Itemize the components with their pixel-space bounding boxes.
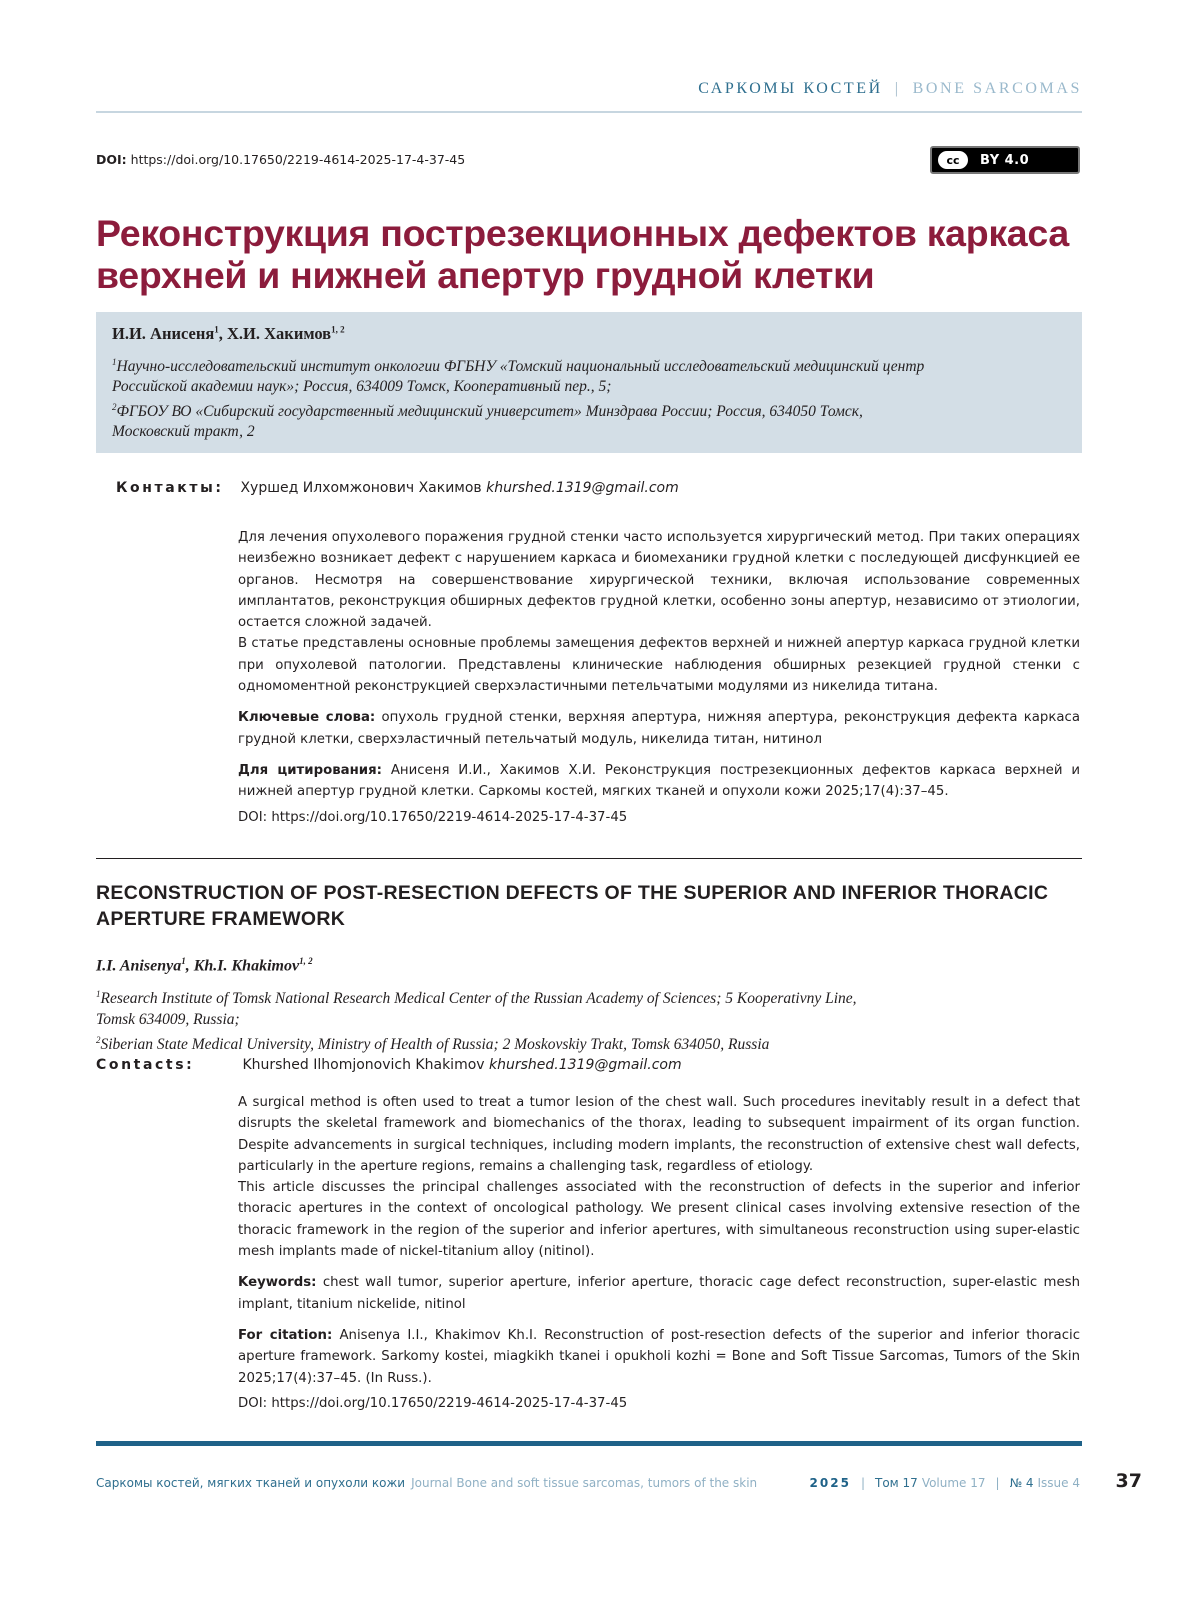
affiliation-line <box>112 352 1066 377</box>
abstract-en-paragraph-1: A surgical method is often used to treat a tumor lesion of the chest wall. Such procedures inevitably result in a defect that disrupts the skeletal framework and biomechanics of the thorax, leading to subsequent impairment of its organ function. Despite advancements in surgical techniques, including modern implants, the reconstruction of extensive chest wall defects, particularly in the aperture regions, remains a challenging task, regardless of etiology. <box>238 1095 1080 1174</box>
affiliation-text: Московский тракт, 2 <box>112 423 255 441</box>
affiliation-text: Российской академии наук»; Россия, 634009 Томск, Кооперативный пер., 5; <box>112 378 612 396</box>
citation-ru <box>238 760 1080 803</box>
citation-en-label: For citation: <box>238 1327 333 1343</box>
footer-sep: | <box>995 1476 1000 1490</box>
citation-en-text: Anisenya I.I., Khakimov Kh.I. Reconstruction of post-resection defects of the superior and inferior thoracic aperture framework. Sarkomy kostei, miagkikh tkanei i opukholi kozhi = Bone and Soft Tissue Sarcomas, Tumors of the Skin 2025;17(4):37–45. (In Russ.). <box>238 1327 1081 1386</box>
keywords-ru-label: Ключевые слова: <box>238 710 376 726</box>
footer-issue-info <box>810 1476 1080 1490</box>
footer-volume-en: Volume 17 <box>921 1476 986 1490</box>
citation-ru-text: Анисеня И.И., Хакимов Х.И. Реконструкция пострезекционных дефектов каркаса верхней и нижней апертур грудной клетки. Саркомы костей, мягких тканей и опухоли кожи 2025;17(4):37–45. <box>238 762 1080 800</box>
footer-issue-ru: № 4 <box>1009 1476 1034 1490</box>
doi-label: DOI: <box>96 152 127 167</box>
citation-en <box>238 1325 1080 1389</box>
author-2-en: Kh.I. Khakimov <box>193 957 300 975</box>
footer-journal-ru: Саркомы костей, мягких тканей и опухоли кожи <box>96 1476 406 1490</box>
doi-link[interactable]: https://doi.org/10.17650/2219-4614-2025-17-4-37-45 <box>130 152 466 167</box>
section-divider <box>96 858 1082 859</box>
cc-license-text: BY 4.0 <box>980 152 1030 168</box>
affiliations-en <box>96 984 996 1055</box>
article-title-en: RECONSTRUCTION OF POST-RESECTION DEFECTS OF THE SUPERIOR AND INFERIOR THORACIC APERTURE FRAMEWORK <box>96 882 1049 930</box>
author-1-en-sup: 1 <box>181 956 186 966</box>
affiliation-line <box>96 1030 996 1055</box>
abstract-ru-paragraph-2: В статье представлены основные проблемы замещения дефектов верхней и нижней апертур каркаса грудной клетки при опухолевой патологии. Представлены клинические наблюдения обширных резекцией грудной стенки с одномоментной реконструкцией сверхэластичными петельчатыми модулями из никелида титана. <box>238 636 1080 695</box>
footer-issue-en: Issue 4 <box>1037 1476 1080 1490</box>
affiliation-line <box>96 1009 996 1030</box>
affiliation-line <box>112 397 1066 422</box>
authors-ru-sep: , <box>218 324 228 343</box>
affiliation-text: Tomsk 634009, Russia; <box>96 1011 240 1029</box>
contacts-label-ru: Контакты: <box>116 480 224 496</box>
authors-en-sep: , <box>185 957 194 975</box>
affiliation-text: Siberian State Medical University, Ministry of Health of Russia; 2 Moskovskiy Trakt, Tomsk 634050, Russia <box>100 1036 770 1054</box>
author-2-ru-sup: 1, 2 <box>331 324 345 335</box>
author-1-ru: И.И. Анисеня <box>112 324 215 343</box>
affiliation-text: Научно-исследовательский институт онкологии ФГБНУ «Томский национальный исследовательский медицинский центр <box>116 358 925 376</box>
doi-ru[interactable]: DOI: https://doi.org/10.17650/2219-4614-2025-17-4-37-45 <box>238 809 628 825</box>
cc-license-badge[interactable] <box>930 146 1080 174</box>
affiliation-text: ФГБОУ ВО «Сибирский государственный медицинский университет» Минздрава России; Россия, 634050 Томск, <box>116 403 863 421</box>
doi-top <box>96 152 465 167</box>
cc-icon: cc <box>936 149 970 171</box>
affiliation-sup: 2 <box>96 1035 101 1046</box>
authors-en <box>96 956 313 975</box>
affiliation-line <box>112 377 1066 397</box>
running-head-separator: | <box>894 80 901 97</box>
affiliation-text: Research Institute of Tomsk National Research Medical Center of the Russian Academy of Sciences; 5 Kooperativny Line, <box>100 990 857 1008</box>
abstract-en <box>238 1092 1080 1414</box>
keywords-en-label: Keywords: <box>238 1275 317 1291</box>
footer-sep: | <box>860 1476 865 1490</box>
authors-ru <box>112 324 1066 344</box>
contacts-label-en: Contacts: <box>96 1057 195 1073</box>
contact-name-ru: Хуршед Илхомжонович Хакимов <box>240 480 482 496</box>
keywords-en-text: chest wall tumor, superior aperture, inferior aperture, thoracic cage defect reconstruction, super-elastic mesh implant, titanium nickelide, nitinol <box>238 1275 1080 1312</box>
header-divider <box>96 111 1082 113</box>
affiliation-sup: 2 <box>112 402 117 413</box>
affiliation-line <box>96 984 996 1009</box>
keywords-ru-text: опухоль грудной стенки, верхняя апертура, нижняя апертура, реконструкция дефекта каркаса грудной клетки, сверхэластичный петельчатый модуль, никелида титан, нитинол <box>238 710 1080 747</box>
footer-divider <box>96 1441 1082 1446</box>
contact-email-ru[interactable]: khurshed.1319@gmail.com <box>486 480 679 496</box>
footer-journal-en: Journal Bone and soft tissue sarcomas, tumors of the skin <box>411 1476 758 1490</box>
keywords-ru <box>238 707 1080 750</box>
contacts-en <box>96 1057 682 1073</box>
running-head <box>698 80 1082 98</box>
article-title-ru: Реконструкция пострезекционных дефектов каркаса верхней и нижней апертур грудной клетки <box>96 212 1069 296</box>
abstract-ru <box>238 527 1080 828</box>
affiliation-sup: 1 <box>112 357 117 367</box>
abstract-ru-paragraph-1: Для лечения опухолевого поражения грудной стенки часто используется хирургический метод. При таких операциях неизбежно возникает дефект с нарушением каркаса и биомеханики грудной клетки с последующей дисфункцией ее органов. Несмотря на совершенствование хирургической техники, включая использование современных имплантатов, реконструкция обширных дефектов грудной клетки, особенно зоны апертур, независимо от этиологии, остается сложной задачей. <box>238 530 1080 631</box>
authors-affiliations-ru <box>96 312 1082 453</box>
contact-email-en[interactable]: khurshed.1319@gmail.com <box>489 1057 682 1073</box>
author-2-en-sup: 1, 2 <box>299 956 313 966</box>
affiliation-line <box>112 422 1066 442</box>
page-footer <box>96 1470 1142 1492</box>
author-2-ru: Х.И. Хакимов <box>227 324 332 343</box>
contact-name-en: Khurshed Ilhomjonovich Khakimov <box>242 1057 485 1073</box>
doi-en[interactable]: DOI: https://doi.org/10.17650/2219-4614-2025-17-4-37-45 <box>238 1395 628 1411</box>
author-1-en: I.I. Anisenya <box>96 957 182 975</box>
abstract-en-paragraph-2: This article discusses the principal challenges associated with the reconstruction of defects in the superior and inferior thoracic apertures in the context of oncological pathology. We present clinical cases involving extensive resection of the thoracic framework in the region of the superior and inferior apertures, with simultaneous reconstruction using super-elastic mesh implants made of nickel-titanium alloy (nitinol). <box>238 1180 1080 1260</box>
page-number: 37 <box>1115 1470 1142 1492</box>
affiliation-sup: 1 <box>96 989 101 999</box>
contacts-ru <box>116 480 679 496</box>
keywords-en <box>238 1272 1080 1315</box>
footer-volume-ru: Том 17 <box>875 1476 918 1490</box>
citation-ru-label: Для цитирования: <box>238 762 382 778</box>
running-head-ru: САРКОМЫ КОСТЕЙ <box>698 80 883 97</box>
footer-year: 2025 <box>809 1476 851 1490</box>
author-1-ru-sup: 1 <box>214 324 219 335</box>
running-head-en: BONE SARCOMAS <box>912 80 1082 97</box>
